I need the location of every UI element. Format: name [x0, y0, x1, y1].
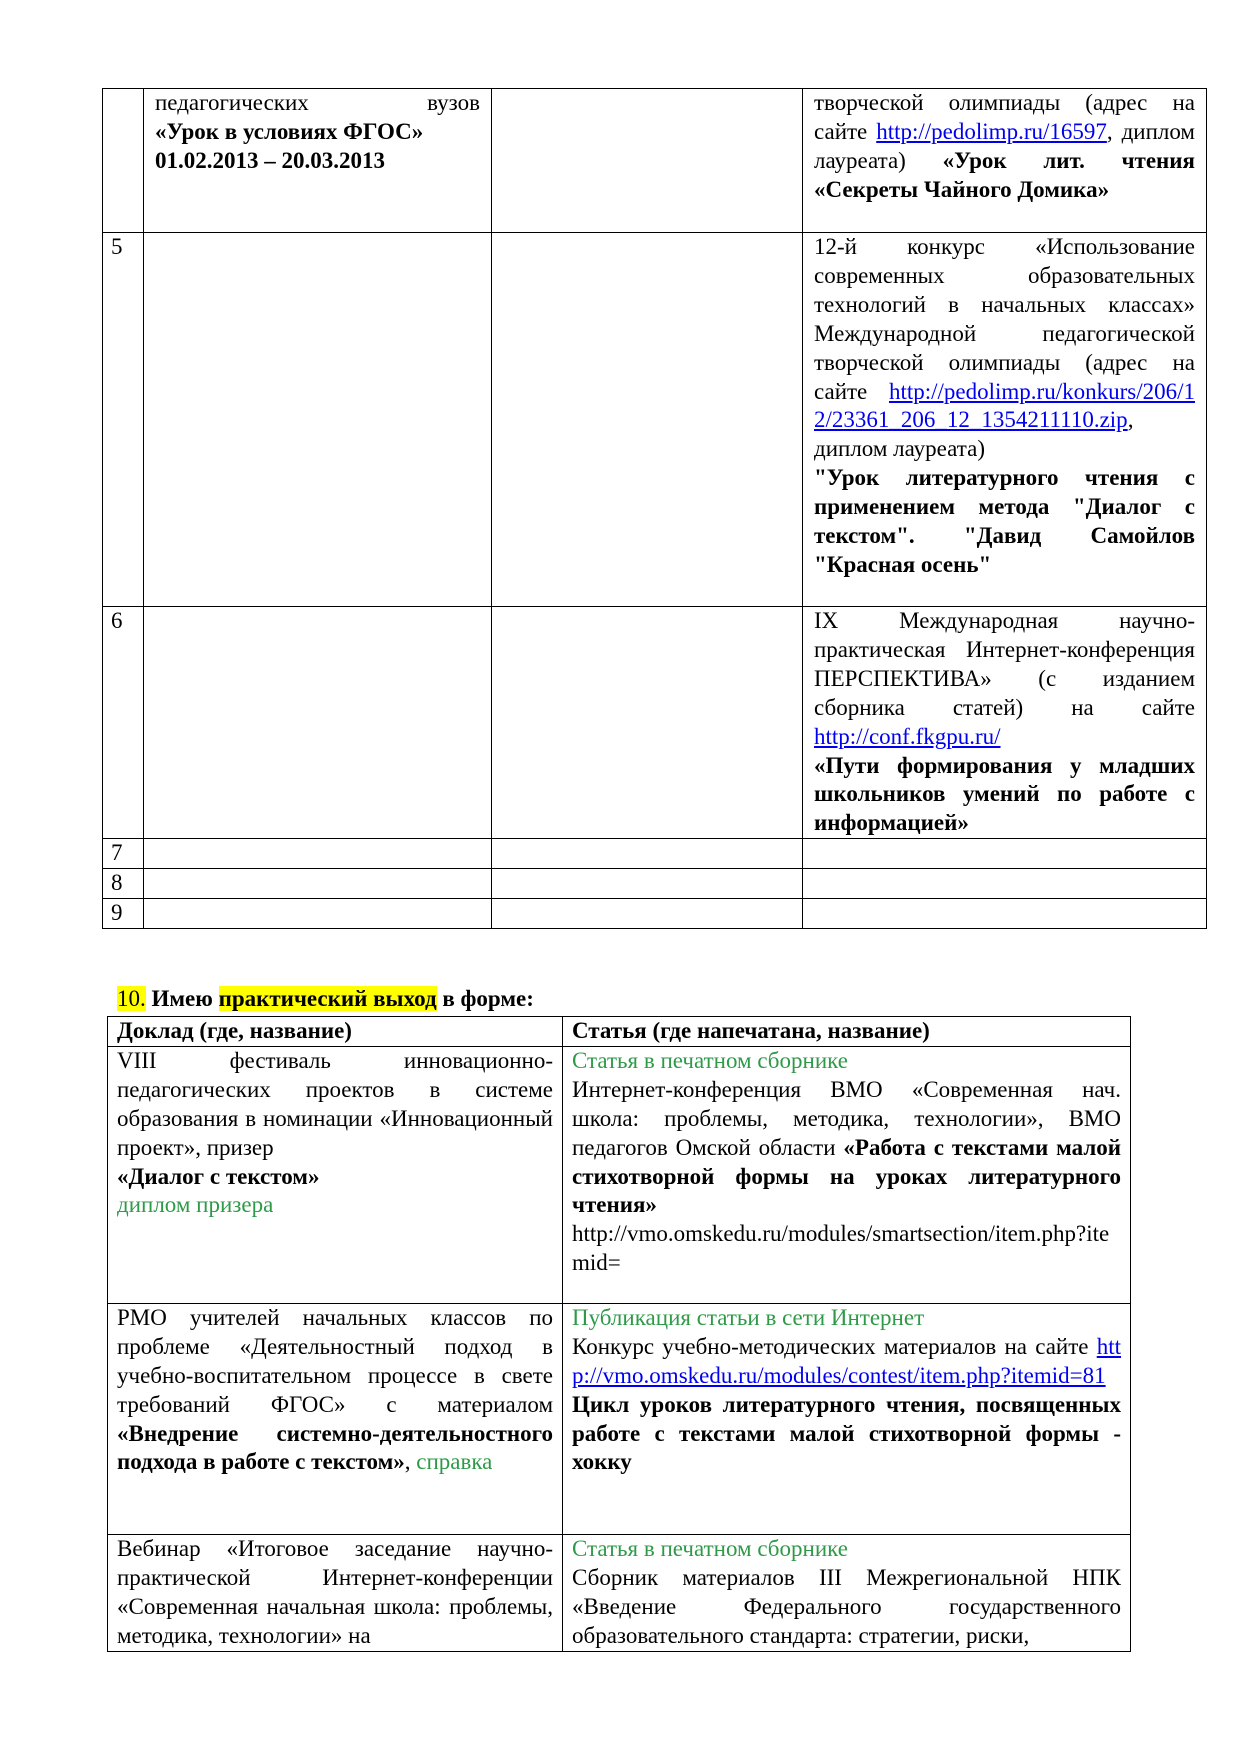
empty-cell [144, 233, 492, 607]
empty-cell [492, 607, 803, 839]
heading-text-2: в форме: [436, 986, 534, 1011]
column-header: Статья (где напечатана, название) [563, 1017, 1131, 1047]
events-table [102, 88, 1207, 929]
table-row [103, 899, 1207, 929]
contest-link[interactable]: http://vmo.omskedu.ru/modules/contest/item.php?itemid=81 [572, 1333, 1121, 1388]
article-cell [563, 1046, 1131, 1303]
report-text: РМО учителей начальных классов по проблеме «Деятельностный подход в учебно-воспитательном процессе в свете требований ФГОС» с материалом [117, 1304, 553, 1417]
section-heading [117, 984, 534, 1014]
heading-text: Имею [145, 986, 219, 1011]
section-number: 10. [117, 986, 146, 1011]
report-text: Вебинар «Итоговое заседание научно-практической Интернет-конференции «Современная начальная школа: проблемы, методика, технологии» на [117, 1535, 553, 1648]
empty-cell [803, 839, 1207, 869]
article-url: http://vmo.omskedu.ru/modules/smartsection/item.php?itemid= [572, 1221, 1110, 1276]
article-cell [563, 1534, 1131, 1651]
result-text-2: , диплом лауреата) [814, 407, 1134, 462]
event-text: педагогических вузов [155, 90, 480, 115]
empty-cell [492, 839, 803, 869]
result-cell [803, 233, 1207, 607]
result-text: 12-й конкурс «Использование современных образовательных технологий в начальных классах» Международной педагогической творческой олимпиады (адрес на сайте [814, 234, 1195, 404]
event-cell [144, 89, 492, 233]
article-text: Сборник материалов III Межрегиональной НПК «Введение Федерального государственного образовательного стандарта: стратегии, риски, [572, 1564, 1121, 1648]
header-row [108, 1017, 1131, 1047]
practical-output-table [107, 1016, 1131, 1652]
table-row [108, 1303, 1131, 1534]
article-text: Интернет-конференция ВМО «Современная нач. школа: проблемы, методика, технологии», ВМО педагогов Омской области [572, 1076, 1121, 1160]
event-dates: 01.02.2013 – 20.03.2013 [155, 147, 385, 173]
empty-cell [144, 607, 492, 839]
empty-cell [492, 233, 803, 607]
article-title: Цикл уроков литературного чтения, посвященных работе с текстами малой стихотворной формы - хокку [572, 1391, 1121, 1475]
result-title: «Пути формирования у младших школьников умений по работе с информацией» [814, 752, 1195, 836]
empty-cell [144, 869, 492, 899]
report-cell [108, 1046, 563, 1303]
report-comma: , [404, 1449, 417, 1475]
report-note: диплом призера [117, 1192, 274, 1218]
article-type: Статья в печатном сборнике [572, 1047, 848, 1073]
table-row [103, 869, 1207, 899]
article-text: Конкурс учебно-методических материалов на сайте [572, 1333, 1097, 1359]
empty-cell [144, 839, 492, 869]
conf-link[interactable]: http://conf.fkgpu.ru/ [814, 723, 1001, 749]
result-title: "Урок литературного чтения с применением метода "Диалог с текстом". "Давид Самойлов "Красная осень" [814, 465, 1195, 577]
table-row [103, 839, 1207, 869]
empty-cell [803, 869, 1207, 899]
empty-cell [492, 899, 803, 929]
row-number-cell: 7 [103, 839, 144, 869]
result-title: «Урок лит. чтения «Секреты Чайного Домика» [814, 147, 1196, 202]
empty-cell [803, 899, 1207, 929]
table-row [108, 1046, 1131, 1303]
article-title: «Работа с текстами малой стихотворной формы на уроках литературного чтения» [572, 1134, 1121, 1218]
pedolimp-zip-link[interactable]: http://pedolimp.ru/konkurs/206/12/23361_206_12_1354211110.zip [814, 378, 1195, 433]
report-note: справка [416, 1449, 493, 1475]
result-text: творческой олимпиады (адрес на сайте [814, 90, 1195, 144]
row-number-cell: 5 [103, 233, 144, 607]
report-title: «Диалог с текстом» [117, 1163, 320, 1189]
table-row [103, 607, 1207, 839]
row-number-cell: 8 [103, 869, 144, 899]
report-text: VIII фестиваль инновационно-педагогических проектов в системе образования в номинации «Инновационный проект», призер [117, 1047, 553, 1160]
empty-cell [492, 869, 803, 899]
row-number-cell [103, 89, 144, 233]
result-text-2: , диплом лауреата) [814, 118, 1195, 173]
empty-cell [144, 899, 492, 929]
report-title: «Внедрение системно-деятельностного подхода в работе с текстом» [117, 1420, 553, 1475]
column-header: Доклад (где, название) [108, 1017, 563, 1047]
result-cell [803, 89, 1207, 233]
table-row [103, 89, 1207, 233]
empty-cell [492, 89, 803, 233]
row-number-cell: 9 [103, 899, 144, 929]
pedolimp-link[interactable]: http://pedolimp.ru/16597 [876, 118, 1107, 144]
heading-highlight: практический выход [218, 986, 437, 1011]
report-cell [108, 1534, 563, 1651]
result-text: IX Международная научно-практическая Интернет-конференция ПЕРСПЕКТИВА» (с изданием сборника статей) на сайте [814, 608, 1195, 720]
report-cell [108, 1303, 563, 1534]
table-row [108, 1534, 1131, 1651]
row-number-cell: 6 [103, 607, 144, 839]
article-type: Статья в печатном сборнике [572, 1535, 848, 1561]
table-row [103, 233, 1207, 607]
result-cell [803, 607, 1207, 839]
event-title: «Урок в условиях ФГОС» [155, 118, 424, 144]
article-cell [563, 1303, 1131, 1534]
article-type: Публикация статьи в сети Интернет [572, 1304, 925, 1330]
